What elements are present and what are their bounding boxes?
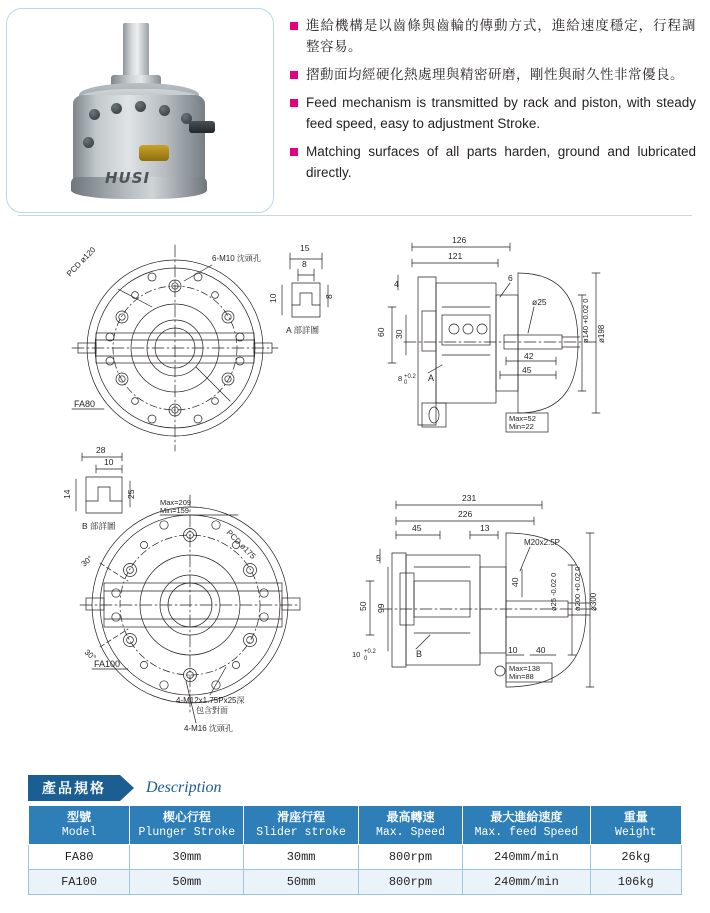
feature-text: 摺動面均經硬化熱處理與精密研磨，剛性與耐久性非常優良。 xyxy=(306,66,684,83)
svg-text:231: 231 xyxy=(462,493,477,503)
col-header-zh: 最高轉速 xyxy=(386,810,435,824)
svg-text:40: 40 xyxy=(510,577,520,587)
svg-text:6: 6 xyxy=(508,273,513,283)
svg-text:30°: 30° xyxy=(79,553,95,569)
cell-max-feed-speed: 240mm/min xyxy=(463,869,590,894)
svg-text:28: 28 xyxy=(96,445,106,455)
svg-text:ø25 -0.02 0: ø25 -0.02 0 xyxy=(549,572,558,611)
cell-model: FA80 xyxy=(29,844,130,869)
photo-bolt xyxy=(89,109,100,120)
col-header-en: Slider stroke xyxy=(256,826,346,840)
svg-text:PCD ø175: PCD ø175 xyxy=(224,528,258,561)
svg-text:60: 60 xyxy=(376,327,386,337)
svg-text:10: 10 xyxy=(268,293,278,303)
svg-text:8: 8 xyxy=(324,294,334,299)
fa80-detail-a xyxy=(268,243,334,335)
photo-bolt xyxy=(83,137,94,148)
svg-text:B: B xyxy=(416,649,423,659)
bullet-square-icon xyxy=(290,99,298,107)
svg-text:包含對面: 包含對面 xyxy=(196,706,228,715)
svg-text:15: 15 xyxy=(300,243,310,253)
cell-weight: 26kg xyxy=(590,844,681,869)
col-header-plunger-stroke xyxy=(130,806,244,845)
col-header-max-feed-speed xyxy=(463,806,590,845)
col-header-en: Model xyxy=(61,826,97,840)
col-header-model xyxy=(29,806,130,845)
bullet-square-icon xyxy=(290,22,298,30)
svg-text:PCD ø120: PCD ø120 xyxy=(64,245,98,279)
feature-text: Feed mechanism is transmitted by rack and piston, with steady feed speed, easy to adjustment Stroke. xyxy=(306,94,696,131)
svg-text:ø300: ø300 xyxy=(589,592,598,611)
fa80-front-view xyxy=(65,245,278,451)
feature-list xyxy=(274,8,704,190)
svg-text:ø200 +0.02 0: ø200 +0.02 0 xyxy=(573,566,582,611)
svg-text:226: 226 xyxy=(458,509,473,519)
svg-text:Min=22: Min=22 xyxy=(509,422,534,431)
col-header-max-speed xyxy=(358,806,462,845)
svg-text:Min=159: Min=159 xyxy=(160,506,189,515)
svg-text:10: 10 xyxy=(352,650,361,659)
col-header-zh: 型號 xyxy=(67,810,92,824)
col-header-en: Max. Speed xyxy=(375,826,445,840)
col-header-en: Plunger Stroke xyxy=(138,826,236,840)
product-photo-card xyxy=(6,8,274,213)
svg-text:Max=138: Max=138 xyxy=(509,664,541,673)
cell-max-feed-speed: 240mm/min xyxy=(463,844,590,869)
cell-max-speed: 800rpm xyxy=(358,869,462,894)
svg-text:Min=88: Min=88 xyxy=(509,672,534,681)
svg-text:30°: 30° xyxy=(82,647,98,663)
svg-text:126: 126 xyxy=(452,235,467,245)
col-header-en: Weight xyxy=(615,826,657,840)
svg-text:99: 99 xyxy=(376,603,386,613)
svg-text:40: 40 xyxy=(536,645,546,655)
feature-text: Matching surfaces of all parts harden, ground and lubricated directly. xyxy=(306,143,696,180)
fa80-label: FA80 xyxy=(74,399,96,409)
svg-text:M20x2.5P: M20x2.5P xyxy=(524,538,561,547)
col-header-slider-stroke xyxy=(244,806,358,845)
svg-text:45: 45 xyxy=(522,365,532,375)
svg-text:ø25: ø25 xyxy=(532,297,547,307)
cell-weight: 106kg xyxy=(590,869,681,894)
cell-max-speed: 800rpm xyxy=(358,844,462,869)
specification-table xyxy=(28,805,682,895)
col-header-zh: 最大進給速度 xyxy=(490,810,563,824)
feature-item xyxy=(290,65,696,86)
svg-text:50: 50 xyxy=(358,601,368,611)
svg-text:45: 45 xyxy=(412,523,422,533)
svg-text:10: 10 xyxy=(508,645,518,655)
photo-bolt xyxy=(111,103,122,114)
svg-text:10: 10 xyxy=(104,457,114,467)
spec-title-en: Description xyxy=(146,779,222,796)
svg-text:+0.2: +0.2 xyxy=(364,649,376,655)
svg-text:+0.2: +0.2 xyxy=(404,374,416,380)
table-header-row xyxy=(29,806,682,845)
cell-model: FA100 xyxy=(29,869,130,894)
cell-slider-stroke: 50mm xyxy=(244,869,358,894)
col-header-weight xyxy=(590,806,681,845)
svg-text:121: 121 xyxy=(448,251,463,261)
product-intro-section xyxy=(0,0,710,215)
svg-text:ø140 +0.02 0: ø140 +0.02 0 xyxy=(581,298,590,343)
spec-title-zh: 產品規格 xyxy=(28,775,120,801)
svg-text:6-M10 沈頭孔: 6-M10 沈頭孔 xyxy=(212,254,261,263)
section-divider xyxy=(18,215,692,216)
col-header-en: Max. feed Speed xyxy=(474,826,579,840)
col-header-zh: 滑座行程 xyxy=(277,810,326,824)
feature-item xyxy=(290,93,696,135)
col-header-zh: 楔心行程 xyxy=(162,810,211,824)
product-photo xyxy=(49,17,239,207)
col-header-zh: 重量 xyxy=(623,810,648,824)
bullet-square-icon xyxy=(290,148,298,156)
spec-header xyxy=(28,775,682,801)
feature-item xyxy=(290,16,696,58)
svg-text:42: 42 xyxy=(524,351,534,361)
hole-note-1: 4-M12x1.75Px25深 xyxy=(176,696,245,705)
svg-text:Max=52: Max=52 xyxy=(509,414,536,423)
svg-text:ø198: ø198 xyxy=(597,324,606,343)
cell-slider-stroke: 30mm xyxy=(244,844,358,869)
product-logo: HUSI xyxy=(105,169,151,187)
svg-text:8: 8 xyxy=(398,374,403,383)
technical-drawings xyxy=(0,215,710,740)
svg-text:4: 4 xyxy=(394,279,399,289)
photo-bolt xyxy=(159,105,170,116)
detail-b-label: B 部詳圖 xyxy=(82,521,116,531)
specification-section xyxy=(28,775,682,895)
spec-title-arrow-icon xyxy=(120,775,134,801)
photo-shaft xyxy=(123,23,149,81)
svg-text:8: 8 xyxy=(302,259,307,269)
svg-text:30: 30 xyxy=(394,329,404,339)
svg-text:Max=209: Max=209 xyxy=(160,498,192,507)
photo-bolt xyxy=(135,101,146,112)
feature-item xyxy=(290,142,696,184)
feature-text: 進給機構是以齒條與齒輪的傳動方式，進給速度穩定，行程調整容易。 xyxy=(306,18,696,55)
drawing-canvas xyxy=(0,215,710,740)
svg-text:0: 0 xyxy=(364,656,368,662)
svg-text:14: 14 xyxy=(62,489,72,499)
cell-plunger-stroke: 30mm xyxy=(130,844,244,869)
detail-a-label: A 部詳圖 xyxy=(286,325,320,335)
fa100-label: FA100 xyxy=(94,659,121,669)
table-row xyxy=(29,844,682,869)
fa100-detail-b xyxy=(62,445,136,531)
svg-text:0: 0 xyxy=(404,380,408,386)
svg-text:A: A xyxy=(428,373,435,383)
photo-brass-port xyxy=(139,145,169,161)
svg-text:13: 13 xyxy=(480,523,490,533)
fa100-side-view xyxy=(352,493,600,687)
hole-note-2: 4-M16 沈頭孔 xyxy=(184,724,233,733)
photo-side-knob xyxy=(189,121,215,133)
fa80-side-view xyxy=(376,235,606,432)
table-row xyxy=(29,869,682,894)
bullet-square-icon xyxy=(290,71,298,79)
cell-plunger-stroke: 50mm xyxy=(130,869,244,894)
svg-text:25: 25 xyxy=(126,489,136,499)
svg-text:5: 5 xyxy=(376,553,381,563)
